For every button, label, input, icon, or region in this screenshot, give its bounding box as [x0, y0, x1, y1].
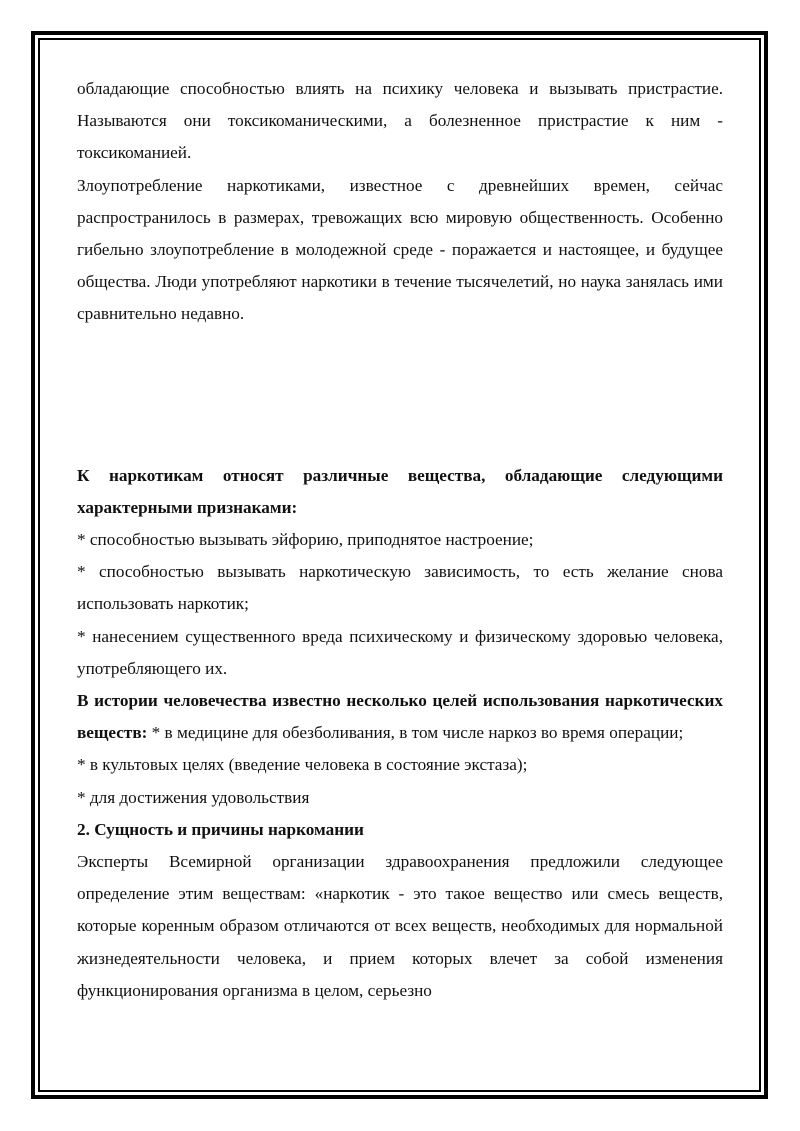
paragraph-drug-abuse: Злоупотребление наркотиками, известное с древнейших времен, сейчас распространилось в размерах, тревожащих всю мировую общественность. Особенно гибельно злоупотребление в молодежной среде - поражается и настоящее, и будущее общества. Люди употребляют наркотики в течение тысячелетий, но наука занялась ими сравнительно недавно.: [77, 175, 723, 324]
section-heading: 2. Сущность и причины наркомании: [77, 819, 364, 839]
uses-heading: В истории человечества известно несколько целей использования наркотических веществ:: [77, 691, 723, 743]
use-item-cult: * в культовых целях (введение человека в состояние экстаза);: [77, 755, 528, 775]
document-body: [77, 73, 723, 1007]
sign-item-dependence: * способностью вызывать наркотическую зависимость, то есть желание снова использовать наркотик;: [77, 562, 723, 614]
paragraph-who-definition: Эксперты Всемирной организации здравоохранения предложили следующее определение этим веществам: «наркотик - это такое вещество или смесь веществ, которые коренным образом отличаются от всех веществ, необходимых для нормальной жизнедеятельности человека, и прием которых влечет за собой изменения функционирования организма в целом, серьезно: [77, 852, 723, 1000]
blank-space: [77, 331, 723, 460]
use-item-pleasure: * для достижения удовольствия: [77, 787, 310, 807]
uses-paragraph: [77, 685, 723, 749]
use-item-medicine: * в медицине для обезболивания, в том числе наркоз во время операции;: [147, 723, 684, 743]
sign-item-euphoria: * способностью вызывать эйфорию, приподнятое настроение;: [77, 530, 534, 550]
signs-heading: К наркотикам относят различные вещества, обладающие следующими характерными признаками:: [77, 465, 723, 517]
paragraph-toxicomania: обладающие способностью влиять на психику человека и вызывать пристрастие. Называются они токсикоманическими, а болезненное пристрастие к ним - токсикоманией.: [77, 79, 723, 163]
sign-item-harm: * нанесением существенного вреда психическому и физическому здоровью человека, употребляющего их.: [77, 626, 723, 678]
